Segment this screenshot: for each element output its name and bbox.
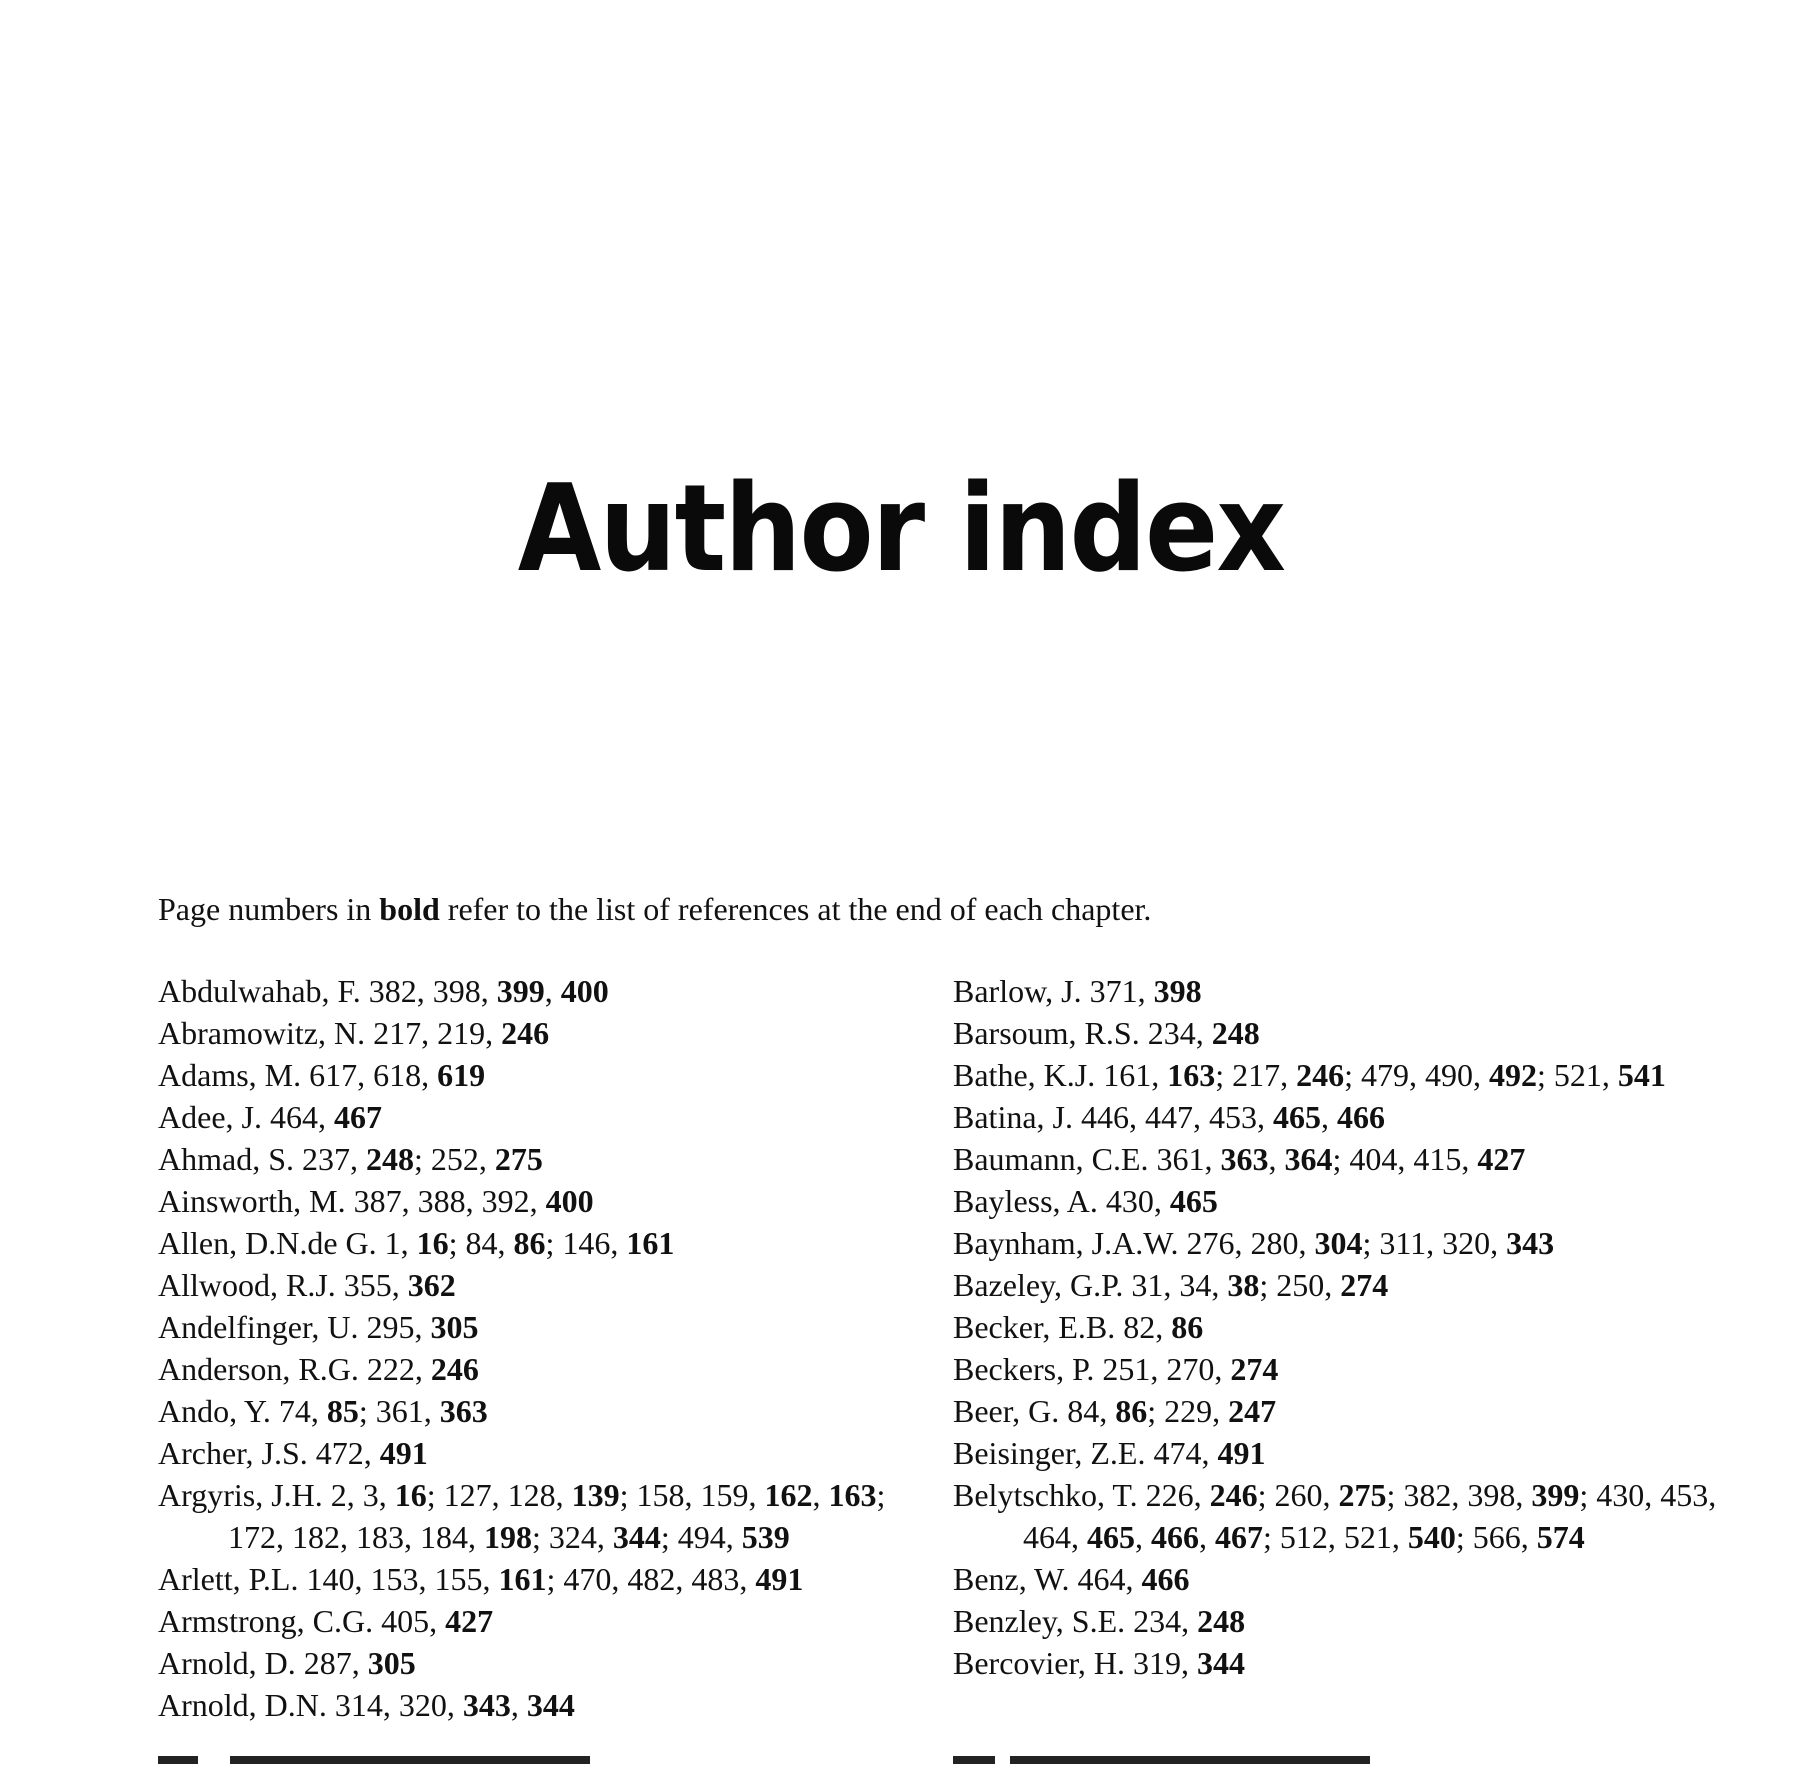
bold-reference-page: 246: [1209, 1477, 1258, 1513]
bold-reference-page: 539: [741, 1519, 790, 1555]
index-entry: [158, 1600, 938, 1642]
entry-text: Allen, D.N.de G. 1,: [158, 1225, 417, 1261]
bold-reference-page: 344: [612, 1519, 661, 1555]
entry-text: Arnold, D.N. 314, 320,: [158, 1687, 463, 1723]
bold-reference-page: 400: [560, 973, 609, 1009]
entry-text: Arlett, P.L. 140, 153, 155,: [158, 1561, 499, 1597]
index-entry: [953, 1180, 1733, 1222]
bold-reference-page: 465: [1272, 1099, 1321, 1135]
index-entry: [953, 1222, 1733, 1264]
index-entry: [953, 1054, 1733, 1096]
bold-reference-page: 399: [496, 973, 545, 1009]
index-entry: [158, 1348, 938, 1390]
bold-reference-page: 275: [1338, 1477, 1387, 1513]
index-entry: [158, 970, 938, 1012]
bold-reference-page: 198: [484, 1519, 532, 1555]
bold-reference-page: 363: [1220, 1141, 1269, 1177]
bold-reference-page: 399: [1531, 1477, 1580, 1513]
bold-reference-page: 161: [626, 1225, 675, 1261]
entry-text: Bercovier, H. 319,: [953, 1645, 1197, 1681]
bold-reference-page: 248: [366, 1141, 414, 1177]
bold-reference-page: 362: [407, 1267, 456, 1303]
bold-reference-page: 363: [439, 1393, 488, 1429]
bold-reference-page: 491: [755, 1561, 804, 1597]
entry-text: ; 229,: [1147, 1393, 1229, 1429]
index-entry: [158, 1306, 938, 1348]
bold-reference-page: 491: [379, 1435, 428, 1471]
entry-text: ; 311, 320,: [1362, 1225, 1507, 1261]
entry-text: Ainsworth, M. 387, 388, 392,: [158, 1183, 546, 1219]
bold-reference-page: 16: [394, 1477, 427, 1513]
bold-reference-page: 304: [1314, 1225, 1363, 1261]
entry-text: Ahmad, S. 237,: [158, 1141, 366, 1177]
bold-reference-page: 465: [1169, 1183, 1218, 1219]
entry-text: ,: [1135, 1519, 1151, 1555]
intro-text-before: Page numbers in: [158, 891, 380, 927]
bold-reference-page: 364: [1284, 1141, 1333, 1177]
bold-reference-page: 466: [1141, 1561, 1190, 1597]
index-entry: [953, 1474, 1733, 1558]
entry-text: ; 361,: [358, 1393, 440, 1429]
entry-text: Ando, Y. 74,: [158, 1393, 327, 1429]
index-entry: [953, 1642, 1733, 1684]
entry-text: Arnold, D. 287,: [158, 1645, 368, 1681]
entry-text: ; 430, 453, 464,: [1023, 1477, 1717, 1555]
bold-reference-page: 466: [1336, 1099, 1385, 1135]
bold-reference-page: 400: [545, 1183, 594, 1219]
entry-text: ; 127, 128,: [426, 1477, 572, 1513]
entry-text: Andelfinger, U. 295,: [158, 1309, 431, 1345]
bold-reference-page: 163: [828, 1477, 877, 1513]
entry-text: Bazeley, G.P. 31, 34,: [953, 1267, 1228, 1303]
bold-reference-page: 86: [1171, 1309, 1204, 1345]
entry-text: ,: [1199, 1519, 1215, 1555]
entry-text: Beer, G. 84,: [953, 1393, 1116, 1429]
entry-text: Anderson, R.G. 222,: [158, 1351, 431, 1387]
bold-reference-page: 492: [1488, 1057, 1537, 1093]
index-entry: [158, 1432, 938, 1474]
bold-reference-page: 344: [526, 1687, 575, 1723]
bold-reference-page: 162: [764, 1477, 813, 1513]
bold-reference-page: 619: [437, 1057, 486, 1093]
intro-text-after: refer to the list of references at the end of each chapter.: [439, 891, 1152, 927]
bold-reference-page: 16: [416, 1225, 449, 1261]
index-entry: [158, 1096, 938, 1138]
entry-text: Allwood, R.J. 355,: [158, 1267, 408, 1303]
entry-text: ; 479, 490,: [1344, 1057, 1489, 1093]
index-entry: [158, 1390, 938, 1432]
entry-text: Benz, W. 464,: [953, 1561, 1142, 1597]
bold-reference-page: 574: [1536, 1519, 1585, 1555]
bold-reference-page: 465: [1087, 1519, 1135, 1555]
index-entry: [158, 1474, 938, 1558]
intro-bold-word: bold: [379, 891, 440, 927]
entry-text: ; 494,: [660, 1519, 742, 1555]
bold-reference-page: 540: [1407, 1519, 1456, 1555]
bold-reference-page: 248: [1211, 1015, 1260, 1051]
bold-reference-page: 343: [462, 1687, 511, 1723]
bold-reference-page: 246: [501, 1015, 550, 1051]
entry-text: Adams, M. 617, 618,: [158, 1057, 438, 1093]
bold-reference-page: 467: [333, 1099, 382, 1135]
entry-text: ; 250,: [1259, 1267, 1341, 1303]
bold-reference-page: 38: [1227, 1267, 1260, 1303]
entry-text: ; 260,: [1257, 1477, 1339, 1513]
index-intro-note: [158, 888, 1151, 930]
index-entry: [158, 1222, 938, 1264]
bold-reference-page: 275: [494, 1141, 543, 1177]
bold-reference-page: 467: [1215, 1519, 1263, 1555]
entry-text: ,: [544, 973, 561, 1009]
bold-reference-page: 274: [1340, 1267, 1389, 1303]
entry-text: Beisinger, Z.E. 474,: [953, 1435, 1218, 1471]
entry-text: Bayless, A. 430,: [953, 1183, 1170, 1219]
entry-text: Becker, E.B. 82,: [953, 1309, 1172, 1345]
bold-reference-page: 305: [367, 1645, 416, 1681]
bold-reference-page: 86: [513, 1225, 546, 1261]
entry-text: ; 521,: [1536, 1057, 1618, 1093]
index-entry: [158, 1012, 938, 1054]
entry-text: Argyris, J.H. 2, 3,: [158, 1477, 395, 1513]
index-entry: [953, 1012, 1733, 1054]
entry-text: Armstrong, C.G. 405,: [158, 1603, 446, 1639]
index-entry: [158, 1054, 938, 1096]
entry-text: ; 84,: [448, 1225, 514, 1261]
index-entry: [158, 1138, 938, 1180]
entry-text: ; 217,: [1215, 1057, 1297, 1093]
index-entry: [158, 1180, 938, 1222]
entry-text: Bathe, K.J. 161,: [953, 1057, 1168, 1093]
bold-reference-page: 344: [1196, 1645, 1245, 1681]
index-entry: [953, 1390, 1733, 1432]
entry-text: ,: [1268, 1141, 1285, 1177]
entry-text: Archer, J.S. 472,: [158, 1435, 380, 1471]
bold-reference-page: 398: [1153, 973, 1202, 1009]
entry-text: Adee, J. 464,: [158, 1099, 334, 1135]
bold-reference-page: 305: [430, 1309, 479, 1345]
entry-text: ; 158, 159,: [619, 1477, 765, 1513]
entry-text: Abdulwahab, F. 382, 398,: [158, 973, 497, 1009]
entry-text: ; 252,: [414, 1141, 495, 1177]
cut-off-next-line: [0, 1756, 1802, 1766]
bold-reference-page: 491: [1217, 1435, 1266, 1471]
entry-text: ; 324,: [532, 1519, 613, 1555]
bold-reference-page: 163: [1167, 1057, 1216, 1093]
bold-reference-page: 246: [1296, 1057, 1345, 1093]
index-entry: [953, 970, 1733, 1012]
bold-reference-page: 161: [498, 1561, 547, 1597]
index-entry: [953, 1432, 1733, 1474]
index-entry: [158, 1684, 938, 1726]
bold-reference-page: 466: [1151, 1519, 1199, 1555]
entry-text: ; 172, 182, 183, 184,: [228, 1477, 886, 1555]
entry-text: Baynham, J.A.W. 276, 280,: [953, 1225, 1315, 1261]
entry-text: ,: [510, 1687, 527, 1723]
bold-reference-page: 427: [1477, 1141, 1526, 1177]
index-entry: [953, 1558, 1733, 1600]
entry-text: Beckers, P. 251, 270,: [953, 1351, 1231, 1387]
entry-text: Benzley, S.E. 234,: [953, 1603, 1198, 1639]
bold-reference-page: 247: [1228, 1393, 1277, 1429]
bold-reference-page: 248: [1197, 1603, 1246, 1639]
index-entry: [953, 1096, 1733, 1138]
index-entry: [158, 1558, 938, 1600]
bold-reference-page: 246: [430, 1351, 479, 1387]
entry-text: ,: [812, 1477, 829, 1513]
index-entry: [158, 1642, 938, 1684]
entry-text: ; 382, 398,: [1386, 1477, 1532, 1513]
index-entry: [158, 1264, 938, 1306]
bold-reference-page: 139: [571, 1477, 620, 1513]
entry-text: Belytschko, T. 226,: [953, 1477, 1210, 1513]
entry-text: ; 470, 482, 483,: [546, 1561, 756, 1597]
bold-reference-page: 427: [445, 1603, 494, 1639]
entry-text: ; 146,: [545, 1225, 627, 1261]
page-title: Author index: [517, 460, 1285, 599]
entry-text: ,: [1320, 1099, 1337, 1135]
bold-reference-page: 343: [1506, 1225, 1555, 1261]
index-entry: [953, 1306, 1733, 1348]
entry-text: Baumann, C.E. 361,: [953, 1141, 1221, 1177]
entry-text: ; 512, 521,: [1263, 1519, 1408, 1555]
entry-text: ; 404, 415,: [1332, 1141, 1478, 1177]
index-column-right: [953, 970, 1733, 1684]
bold-reference-page: 274: [1230, 1351, 1279, 1387]
entry-text: Abramowitz, N. 217, 219,: [158, 1015, 502, 1051]
entry-text: ; 566,: [1455, 1519, 1537, 1555]
entry-text: Barlow, J. 371,: [953, 973, 1154, 1009]
index-entry: [953, 1600, 1733, 1642]
bold-reference-page: 85: [326, 1393, 359, 1429]
index-entry: [953, 1264, 1733, 1306]
index-entry: [953, 1138, 1733, 1180]
bold-reference-page: 86: [1115, 1393, 1148, 1429]
entry-text: Barsoum, R.S. 234,: [953, 1015, 1212, 1051]
bold-reference-page: 541: [1617, 1057, 1666, 1093]
entry-text: Batina, J. 446, 447, 453,: [953, 1099, 1273, 1135]
index-column-left: [158, 970, 938, 1726]
index-entry: [953, 1348, 1733, 1390]
